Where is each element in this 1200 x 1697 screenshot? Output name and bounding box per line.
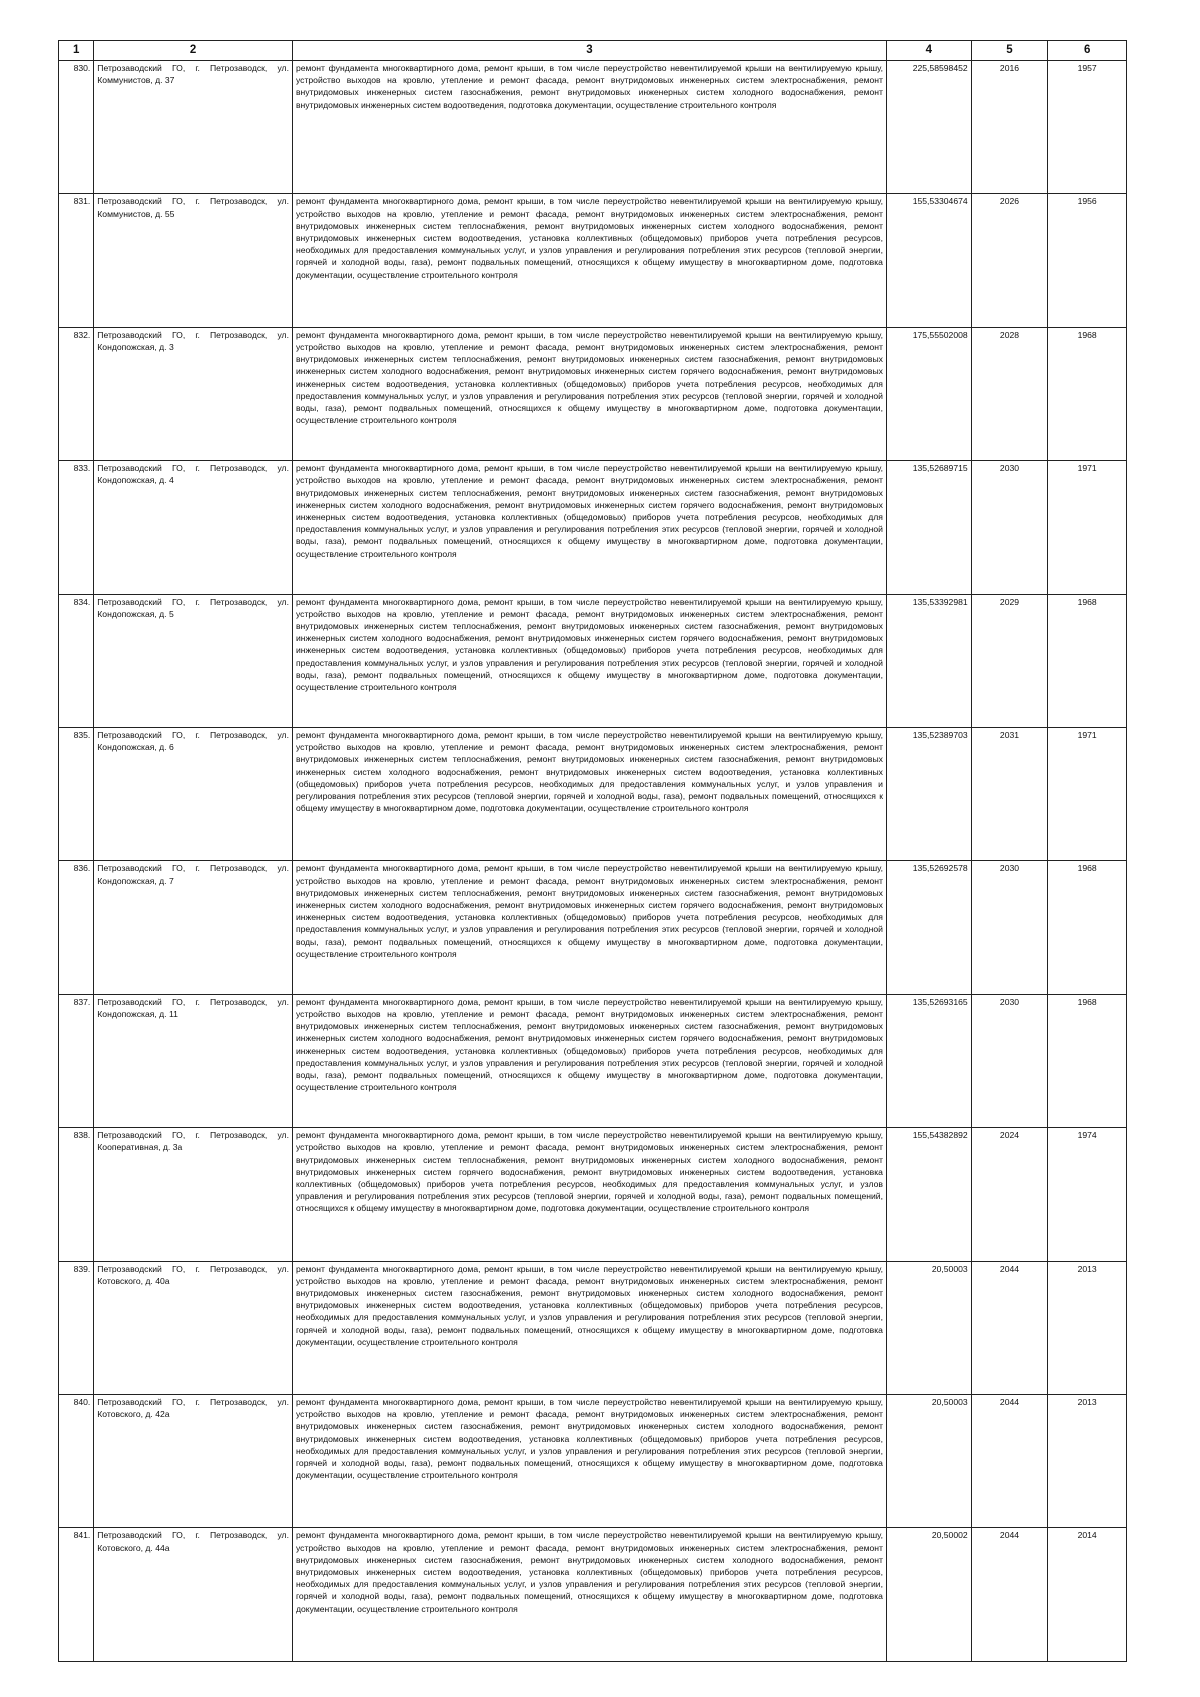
planned-year-cell: 2044 [971, 1394, 1048, 1527]
table-row [59, 727, 1127, 860]
row-number: 830. [59, 61, 94, 194]
value-cell: 175,55502008 [886, 327, 971, 460]
value-cell: 135,52389703 [886, 727, 971, 860]
works-cell: ремонт фундамента многоквартирного дома, ремонт крыши, в том числе переустройство невентилируемой крыши на вентилируемую крышу, устройство выходов на кровлю, утепление и ремонт фасада, ремонт внутридомовых инженерных систем электроснабжения, ремонт внутридомовых инженерных систем теплоснабжения, ремонт внутридомовых инженерных систем газоснабжения, ремонт внутридомовых инженерных систем холодного водоснабжения, ремонт внутридомовых инженерных систем водоотведения, установка коллективных (общедомовых) приборов учета потребления ресурсов, необходимых для предоставления коммунальных услуг, и узлов управления и регулирования потребления этих ресурсов (тепловой энергии, горячей и холодной воды, газа), ремонт подвальных помещений, относящихся к общему имуществу в многоквартирном доме, подготовка документации, осуществление строительного контроля [292, 727, 886, 860]
row-number: 831. [59, 194, 94, 327]
built-year-cell: 2013 [1048, 1261, 1127, 1394]
built-year-cell: 1968 [1048, 994, 1127, 1127]
address-cell: Петрозаводский ГО, г. Петрозаводск, ул. Котовского, д. 42а [94, 1394, 293, 1527]
row-number: 834. [59, 594, 94, 727]
table-row [59, 1528, 1127, 1661]
address-cell: Петрозаводский ГО, г. Петрозаводск, ул. Кондопожская, д. 11 [94, 994, 293, 1127]
value-cell: 20,50003 [886, 1261, 971, 1394]
works-cell: ремонт фундамента многоквартирного дома, ремонт крыши, в том числе переустройство невентилируемой крыши на вентилируемую крышу, устройство выходов на кровлю, утепление и ремонт фасада, ремонт внутридомовых инженерных систем электроснабжения, ремонт внутридомовых инженерных систем теплоснабжения, ремонт внутридомовых инженерных систем холодного водоснабжения, ремонт внутридомовых инженерных систем горячего водоснабжения, ремонт внутридомовых инженерных систем водоотведения, установка коллективных (общедомовых) приборов учета потребления ресурсов, необходимых для предоставления коммунальных услуг, и узлов управления и регулирования потребления этих ресурсов (тепловой энергии, горячей и холодной воды, газа), ремонт подвальных помещений, относящихся к общему имуществу в многоквартирном доме, подготовка документации, осуществление строительного контроля [292, 1128, 886, 1261]
works-cell: ремонт фундамента многоквартирного дома, ремонт крыши, в том числе переустройство невентилируемой крыши на вентилируемую крышу, устройство выходов на кровлю, утепление и ремонт фасада, ремонт внутридомовых инженерных систем электроснабжения, ремонт внутридомовых инженерных систем теплоснабжения, ремонт внутридомовых инженерных систем газоснабжения, ремонт внутридомовых инженерных систем холодного водоснабжения, ремонт внутридомовых инженерных систем горячего водоснабжения, ремонт внутридомовых инженерных систем водоотведения, установка коллективных (общедомовых) приборов учета потребления ресурсов, необходимых для предоставления коммунальных услуг, и узлов управления и регулирования потребления этих ресурсов (тепловой энергии, горячей и холодной воды, газа), ремонт подвальных помещений, относящихся к общему имуществу в многоквартирном доме, подготовка документации, осуществление строительного контроля [292, 994, 886, 1127]
table-row [59, 327, 1127, 460]
row-number: 836. [59, 861, 94, 994]
header-col-4: 4 [886, 41, 971, 61]
planned-year-cell: 2028 [971, 327, 1048, 460]
address-cell: Петрозаводский ГО, г. Петрозаводск, ул. Кондопожская, д. 3 [94, 327, 293, 460]
built-year-cell: 1957 [1048, 61, 1127, 194]
built-year-cell: 1968 [1048, 594, 1127, 727]
planned-year-cell: 2030 [971, 861, 1048, 994]
address-cell: Петрозаводский ГО, г. Петрозаводск, ул. Котовского, д. 40а [94, 1261, 293, 1394]
built-year-cell: 2013 [1048, 1394, 1127, 1527]
header-col-1: 1 [59, 41, 94, 61]
value-cell: 135,53392981 [886, 594, 971, 727]
planned-year-cell: 2044 [971, 1261, 1048, 1394]
value-cell: 20,50003 [886, 1394, 971, 1527]
register-table [58, 40, 1127, 1662]
works-cell: ремонт фундамента многоквартирного дома, ремонт крыши, в том числе переустройство невентилируемой крыши на вентилируемую крышу, устройство выходов на кровлю, утепление и ремонт фасада, ремонт внутридомовых инженерных систем электроснабжения, ремонт внутридомовых инженерных систем теплоснабжения, ремонт внутридомовых инженерных систем газоснабжения, ремонт внутридомовых инженерных систем холодного водоснабжения, ремонт внутридомовых инженерных систем горячего водоснабжения, ремонт внутридомовых инженерных систем водоотведения, установка коллективных (общедомовых) приборов учета потребления ресурсов, необходимых для предоставления коммунальных услуг, и узлов управления и регулирования потребления этих ресурсов (тепловой энергии, горячей и холодной воды, газа), ремонт подвальных помещений, относящихся к общему имуществу в многоквартирном доме, подготовка документации, осуществление строительного контроля [292, 461, 886, 594]
built-year-cell: 1968 [1048, 327, 1127, 460]
table-row [59, 1261, 1127, 1394]
table-row [59, 61, 1127, 194]
built-year-cell: 1971 [1048, 461, 1127, 594]
table-row [59, 861, 1127, 994]
works-cell: ремонт фундамента многоквартирного дома, ремонт крыши, в том числе переустройство невентилируемой крыши на вентилируемую крышу, устройство выходов на кровлю, утепление и ремонт фасада, ремонт внутридомовых инженерных систем электроснабжения, ремонт внутридомовых инженерных систем газоснабжения, ремонт внутридомовых инженерных систем холодного водоснабжения, ремонт внутридомовых инженерных систем водоотведения, подготовка документации, осуществление строительного контроля [292, 61, 886, 194]
planned-year-cell: 2024 [971, 1128, 1048, 1261]
works-cell: ремонт фундамента многоквартирного дома, ремонт крыши, в том числе переустройство невентилируемой крыши на вентилируемую крышу, устройство выходов на кровлю, утепление и ремонт фасада, ремонт внутридомовых инженерных систем электроснабжения, ремонт внутридомовых инженерных систем газоснабжения, ремонт внутридомовых инженерных систем холодного водоснабжения, ремонт внутридомовых инженерных систем водоотведения, установка коллективных (общедомовых) приборов учета потребления ресурсов, необходимых для предоставления коммунальных услуг, и узлов управления и регулирования потребления этих ресурсов (тепловой энергии, горячей и холодной воды, газа), ремонт подвальных помещений, относящихся к общему имуществу в многоквартирном доме, подготовка документации, осуществление строительного контроля [292, 1528, 886, 1661]
table-row [59, 1394, 1127, 1527]
address-cell: Петрозаводский ГО, г. Петрозаводск, ул. Коммунистов, д. 37 [94, 61, 293, 194]
table-row [59, 1128, 1127, 1261]
row-number: 835. [59, 727, 94, 860]
works-cell: ремонт фундамента многоквартирного дома, ремонт крыши, в том числе переустройство невентилируемой крыши на вентилируемую крышу, устройство выходов на кровлю, утепление и ремонт фасада, ремонт внутридомовых инженерных систем электроснабжения, ремонт внутридомовых инженерных систем теплоснабжения, ремонт внутридомовых инженерных систем холодного водоснабжения, ремонт внутридомовых инженерных систем водоотведения, установка коллективных (общедомовых) приборов учета потребления ресурсов, необходимых для предоставления коммунальных услуг, и узлов управления и регулирования потребления этих ресурсов (тепловой энергии, горячей и холодной воды, газа), ремонт подвальных помещений, относящихся к общему имуществу в многоквартирном доме, подготовка документации, осуществление строительного контроля [292, 194, 886, 327]
row-number: 841. [59, 1528, 94, 1661]
header-row [59, 41, 1127, 61]
address-cell: Петрозаводский ГО, г. Петрозаводск, ул. Кооперативная, д. 3а [94, 1128, 293, 1261]
table-row [59, 461, 1127, 594]
value-cell: 155,53304674 [886, 194, 971, 327]
planned-year-cell: 2031 [971, 727, 1048, 860]
header-col-5: 5 [971, 41, 1048, 61]
row-number: 832. [59, 327, 94, 460]
built-year-cell: 1968 [1048, 861, 1127, 994]
value-cell: 135,52693165 [886, 994, 971, 1127]
planned-year-cell: 2030 [971, 461, 1048, 594]
address-cell: Петрозаводский ГО, г. Петрозаводск, ул. Кондопожская, д. 6 [94, 727, 293, 860]
value-cell: 135,52692578 [886, 861, 971, 994]
planned-year-cell: 2016 [971, 61, 1048, 194]
row-number: 839. [59, 1261, 94, 1394]
table-row [59, 994, 1127, 1127]
planned-year-cell: 2044 [971, 1528, 1048, 1661]
header-col-6: 6 [1048, 41, 1127, 61]
address-cell: Петрозаводский ГО, г. Петрозаводск, ул. Кондопожская, д. 5 [94, 594, 293, 727]
built-year-cell: 1956 [1048, 194, 1127, 327]
works-cell: ремонт фундамента многоквартирного дома, ремонт крыши, в том числе переустройство невентилируемой крыши на вентилируемую крышу, устройство выходов на кровлю, утепление и ремонт фасада, ремонт внутридомовых инженерных систем электроснабжения, ремонт внутридомовых инженерных систем газоснабжения, ремонт внутридомовых инженерных систем холодного водоснабжения, ремонт внутридомовых инженерных систем водоотведения, установка коллективных (общедомовых) приборов учета потребления ресурсов, необходимых для предоставления коммунальных услуг, и узлов управления и регулирования потребления этих ресурсов (тепловой энергии, горячей и холодной воды, газа), ремонт подвальных помещений, относящихся к общему имуществу в многоквартирном доме, подготовка документации, осуществление строительного контроля [292, 1394, 886, 1527]
planned-year-cell: 2030 [971, 994, 1048, 1127]
value-cell: 155,54382892 [886, 1128, 971, 1261]
value-cell: 135,52689715 [886, 461, 971, 594]
works-cell: ремонт фундамента многоквартирного дома, ремонт крыши, в том числе переустройство невентилируемой крыши на вентилируемую крышу, устройство выходов на кровлю, утепление и ремонт фасада, ремонт внутридомовых инженерных систем электроснабжения, ремонт внутридомовых инженерных систем теплоснабжения, ремонт внутридомовых инженерных систем газоснабжения, ремонт внутридомовых инженерных систем холодного водоснабжения, ремонт внутридомовых инженерных систем горячего водоснабжения, ремонт внутридомовых инженерных систем водоотведения, установка коллективных (общедомовых) приборов учета потребления ресурсов, необходимых для предоставления коммунальных услуг, и узлов управления и регулирования потребления этих ресурсов (тепловой энергии, горячей и холодной воды, газа), ремонт подвальных помещений, относящихся к общему имуществу в многоквартирном доме, подготовка документации, осуществление строительного контроля [292, 594, 886, 727]
built-year-cell: 1971 [1048, 727, 1127, 860]
built-year-cell: 2014 [1048, 1528, 1127, 1661]
address-cell: Петрозаводский ГО, г. Петрозаводск, ул. Кондопожская, д. 7 [94, 861, 293, 994]
table-row [59, 194, 1127, 327]
value-cell: 225,58598452 [886, 61, 971, 194]
row-number: 838. [59, 1128, 94, 1261]
value-cell: 20,50002 [886, 1528, 971, 1661]
works-cell: ремонт фундамента многоквартирного дома, ремонт крыши, в том числе переустройство невентилируемой крыши на вентилируемую крышу, устройство выходов на кровлю, утепление и ремонт фасада, ремонт внутридомовых инженерных систем электроснабжения, ремонт внутридомовых инженерных систем теплоснабжения, ремонт внутридомовых инженерных систем газоснабжения, ремонт внутридомовых инженерных систем холодного водоснабжения, ремонт внутридомовых инженерных систем горячего водоснабжения, ремонт внутридомовых инженерных систем водоотведения, установка коллективных (общедомовых) приборов учета потребления ресурсов, необходимых для предоставления коммунальных услуг, и узлов управления и регулирования потребления этих ресурсов (тепловой энергии, горячей и холодной воды, газа), ремонт подвальных помещений, относящихся к общему имуществу в многоквартирном доме, подготовка документации, осуществление строительного контроля [292, 861, 886, 994]
built-year-cell: 1974 [1048, 1128, 1127, 1261]
address-cell: Петрозаводский ГО, г. Петрозаводск, ул. Кондопожская, д. 4 [94, 461, 293, 594]
row-number: 840. [59, 1394, 94, 1527]
header-col-2: 2 [94, 41, 293, 61]
row-number: 837. [59, 994, 94, 1127]
works-cell: ремонт фундамента многоквартирного дома, ремонт крыши, в том числе переустройство невентилируемой крыши на вентилируемую крышу, устройство выходов на кровлю, утепление и ремонт фасада, ремонт внутридомовых инженерных систем электроснабжения, ремонт внутридомовых инженерных систем теплоснабжения, ремонт внутридомовых инженерных систем газоснабжения, ремонт внутридомовых инженерных систем холодного водоснабжения, ремонт внутридомовых инженерных систем горячего водоснабжения, ремонт внутридомовых инженерных систем водоотведения, установка коллективных (общедомовых) приборов учета потребления ресурсов, необходимых для предоставления коммунальных услуг, и узлов управления и регулирования потребления этих ресурсов (тепловой энергии, горячей и холодной воды, газа), ремонт подвальных помещений, относящихся к общему имуществу в многоквартирном доме, подготовка документации, осуществление строительного контроля [292, 327, 886, 460]
header-col-3: 3 [292, 41, 886, 61]
planned-year-cell: 2029 [971, 594, 1048, 727]
address-cell: Петрозаводский ГО, г. Петрозаводск, ул. Котовского, д. 44а [94, 1528, 293, 1661]
address-cell: Петрозаводский ГО, г. Петрозаводск, ул. Коммунистов, д. 55 [94, 194, 293, 327]
planned-year-cell: 2026 [971, 194, 1048, 327]
works-cell: ремонт фундамента многоквартирного дома, ремонт крыши, в том числе переустройство невентилируемой крыши на вентилируемую крышу, устройство выходов на кровлю, утепление и ремонт фасада, ремонт внутридомовых инженерных систем электроснабжения, ремонт внутридомовых инженерных систем газоснабжения, ремонт внутридомовых инженерных систем холодного водоснабжения, ремонт внутридомовых инженерных систем водоотведения, установка коллективных (общедомовых) приборов учета потребления ресурсов, необходимых для предоставления коммунальных услуг, и узлов управления и регулирования потребления этих ресурсов (тепловой энергии, горячей и холодной воды, газа), ремонт подвальных помещений, относящихся к общему имуществу в многоквартирном доме, подготовка документации, осуществление строительного контроля [292, 1261, 886, 1394]
table-row [59, 594, 1127, 727]
row-number: 833. [59, 461, 94, 594]
